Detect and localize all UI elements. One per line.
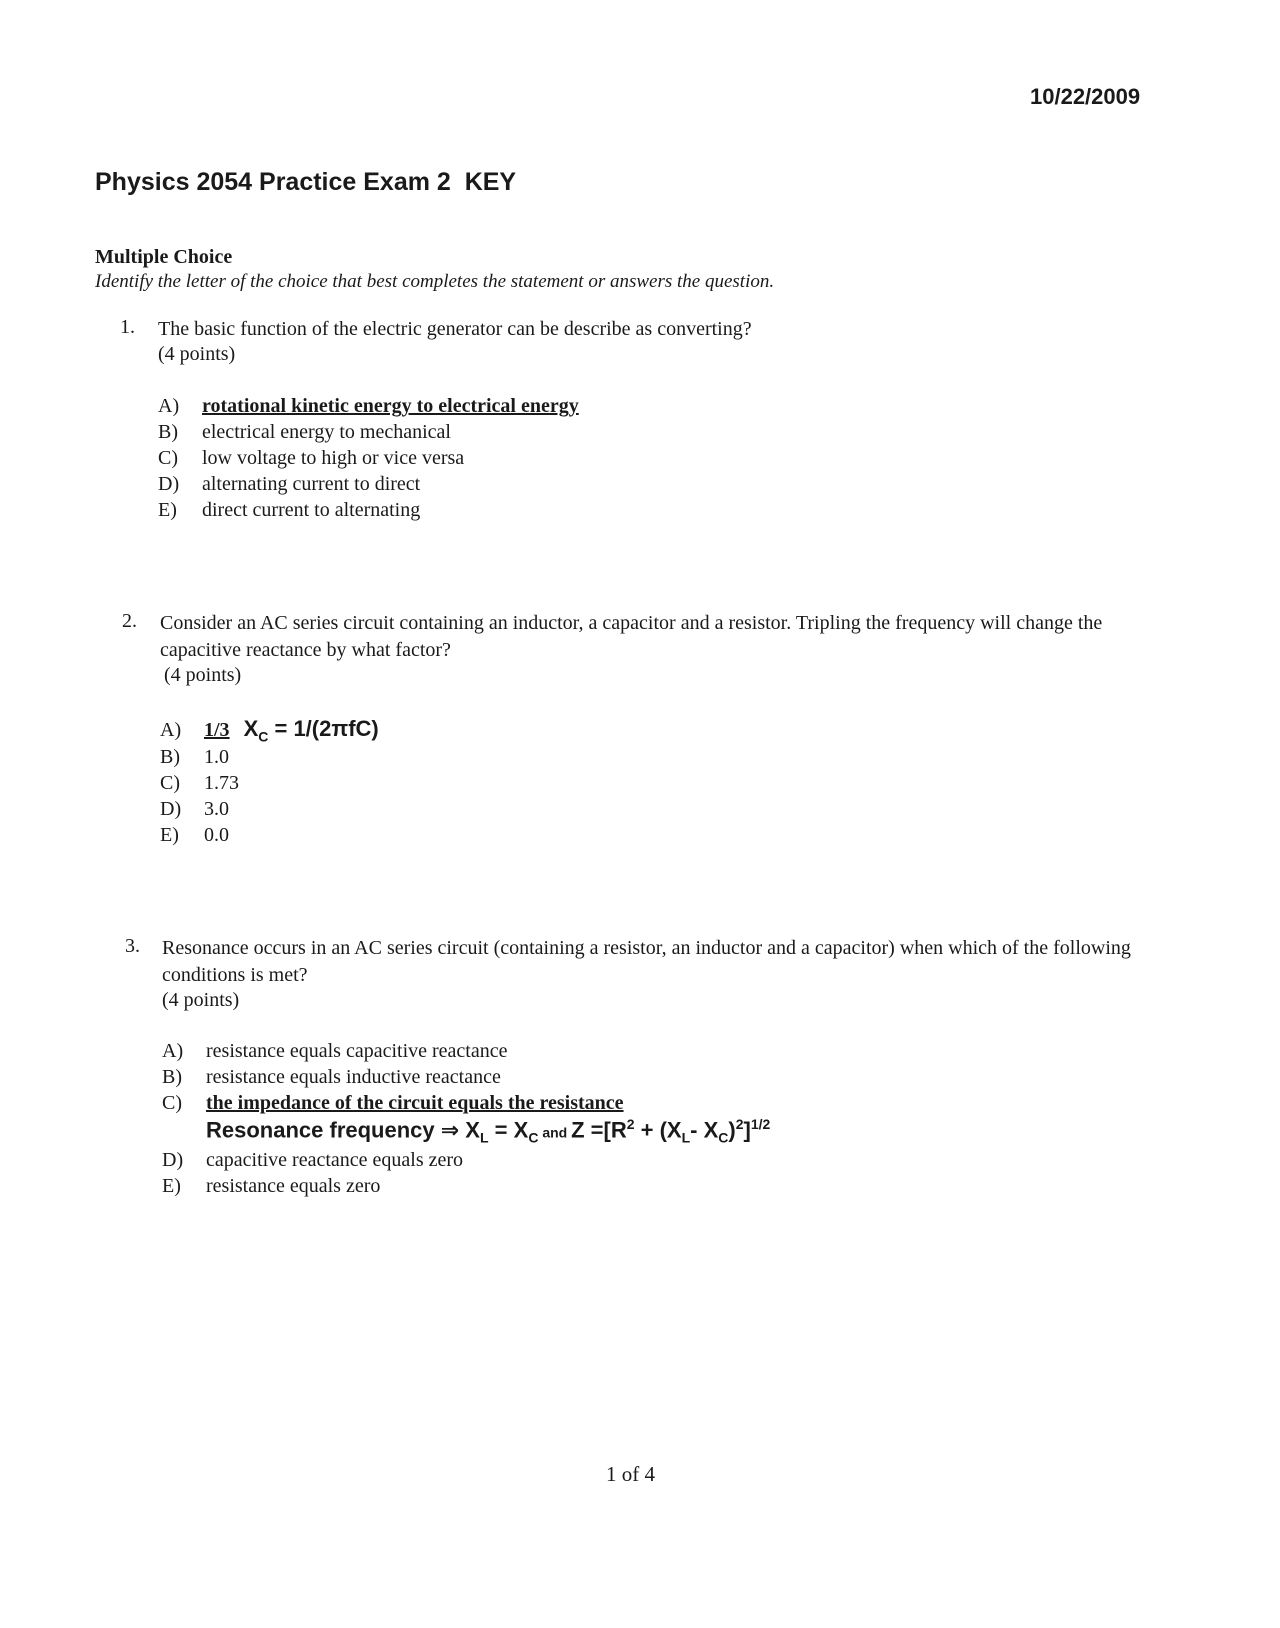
choice-letter: B) <box>162 1066 182 1088</box>
formula-part: and <box>538 1124 572 1141</box>
choice-letter: E) <box>158 499 177 521</box>
choice-c <box>158 447 464 470</box>
section-heading: Multiple Choice <box>95 246 233 268</box>
formula-subscript: C <box>258 728 269 745</box>
choice-c <box>162 1092 624 1115</box>
choice-letter: D) <box>160 798 182 820</box>
page-number: 1 of 4 <box>606 1462 655 1486</box>
formula-part: X <box>465 1117 480 1143</box>
correct-answer: the impedance of the circuit equals the resistance <box>206 1092 624 1114</box>
choice-text: low voltage to high or vice versa <box>202 447 465 469</box>
choice-a <box>160 716 379 744</box>
choice-letter: E) <box>160 824 179 846</box>
choice-c <box>160 772 239 795</box>
choice-text: direct current to alternating <box>202 499 421 521</box>
choice-letter: A) <box>160 719 182 741</box>
correct-answer: rotational kinetic energy to electrical energy <box>202 395 579 417</box>
resonance-label: Resonance frequency ⇒ <box>206 1117 466 1143</box>
exam-date: 10/22/2009 <box>1030 84 1141 109</box>
section-instructions: Identify the letter of the choice that best completes the statement or answers the question. <box>95 271 775 292</box>
choice-letter: A) <box>158 395 180 417</box>
choice-e <box>158 499 420 522</box>
formula-superscript: 2 <box>626 1116 635 1132</box>
choice-text: 0.0 <box>204 824 229 846</box>
choice-letter: A) <box>162 1040 184 1062</box>
question-text: Consider an AC series circuit containing an inductor, a capacitor and a resistor. Tripling the frequency will change the capacitive reactance by what factor? <box>160 612 1103 661</box>
choice-text: resistance equals inductive reactance <box>206 1066 501 1088</box>
choice-text: 3.0 <box>204 798 229 820</box>
choice-text: alternating current to direct <box>202 473 421 495</box>
choice-text: 1.73 <box>204 772 239 794</box>
formula-superscript: 2 <box>735 1116 744 1132</box>
question-number: 2. <box>122 610 137 632</box>
choice-a <box>162 1040 507 1063</box>
choice-letter: C) <box>160 772 180 794</box>
choice-letter: E) <box>162 1175 181 1197</box>
choice-b <box>160 746 229 769</box>
choice-e <box>160 824 229 847</box>
choice-d <box>158 473 420 496</box>
question-number: 1. <box>120 316 135 338</box>
choice-letter: C) <box>158 447 178 469</box>
choice-text: resistance equals zero <box>206 1175 381 1197</box>
choice-letter: D) <box>162 1149 184 1171</box>
formula-subscript: L <box>479 1129 489 1146</box>
question-points: (4 points) <box>162 989 240 1011</box>
choice-d <box>162 1149 463 1172</box>
resonance-formula <box>206 1116 770 1146</box>
choice-d <box>160 798 229 821</box>
formula-part: = <box>488 1117 514 1143</box>
choice-a <box>158 395 579 418</box>
formula-part: + (X <box>634 1117 682 1143</box>
choice-text: electrical energy to mechanical <box>202 421 451 443</box>
choice-letter: B) <box>158 421 178 443</box>
formula-subscript: C <box>718 1129 729 1146</box>
question-text: Resonance occurs in an AC series circuit (containing a resistor, an inductor and a capacitor) when which of the following conditions is met? <box>162 937 1131 986</box>
formula-part: Z =[R <box>571 1117 627 1143</box>
choice-letter: D) <box>158 473 180 495</box>
reactance-formula <box>243 716 379 745</box>
question-points: (4 points) <box>158 343 236 365</box>
formula-part: - X <box>690 1117 719 1143</box>
page-title: Physics 2054 Practice Exam 2 KEY <box>95 168 517 196</box>
choice-b <box>162 1066 501 1089</box>
formula-part: X <box>513 1117 529 1143</box>
choice-text: 1.0 <box>204 746 229 768</box>
formula-superscript: 1/2 <box>750 1116 771 1132</box>
question-points: (4 points) <box>164 664 242 686</box>
question-number: 3. <box>125 935 140 957</box>
formula-subscript: L <box>681 1129 691 1146</box>
choice-letter: C) <box>162 1092 182 1114</box>
choice-text: capacitive reactance equals zero <box>206 1149 464 1171</box>
formula-subscript: C <box>528 1129 539 1146</box>
choice-text: resistance equals capacitive reactance <box>206 1040 508 1062</box>
question-text: The basic function of the electric generator can be describe as converting? <box>158 318 752 340</box>
correct-answer: 1/3 <box>204 719 230 741</box>
formula-part: ] <box>743 1117 751 1143</box>
choice-letter: B) <box>160 746 180 768</box>
formula-symbol: X <box>243 716 259 741</box>
formula-part: ) <box>728 1117 736 1143</box>
choice-b <box>158 421 451 444</box>
choice-e <box>162 1175 380 1198</box>
formula-expression: = 1/(2πfC) <box>268 716 379 741</box>
